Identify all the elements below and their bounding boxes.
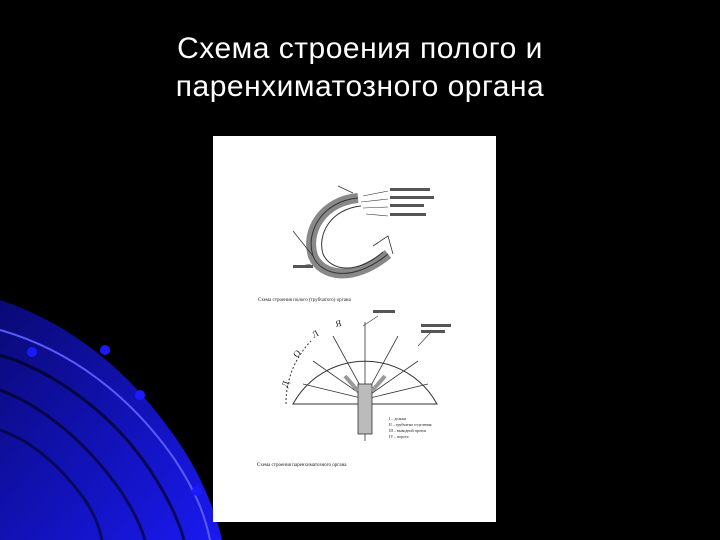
parenchymatous-organ-caption: Схема строения паренхиматозного органа — [257, 463, 347, 468]
slide-title — [0, 30, 720, 106]
legend — [389, 416, 432, 439]
anatomy-figure — [213, 136, 496, 522]
parenchymatous-organ-labels — [373, 310, 451, 333]
bullet-dot-icon — [135, 390, 145, 400]
arc-letter: Я — [334, 317, 343, 329]
hollow-organ-caption: Схема строения полого (трубчатого) органа — [258, 298, 351, 303]
legend-item: II – трубчатые отделения — [389, 422, 432, 427]
legend-item: III – выводной проток — [389, 428, 427, 433]
arc-letter: Л — [310, 328, 321, 340]
arc-letters — [279, 318, 342, 389]
legend-item: IV – ворота — [389, 434, 409, 439]
slide-title-line-2: паренхиматозного органа — [175, 70, 545, 103]
bullet-dot-icon — [100, 345, 110, 355]
bullet-dot-icon — [27, 347, 37, 357]
arc-letter: Д — [279, 379, 291, 389]
arc-letter: О — [290, 347, 303, 360]
bullet-dot-icon — [192, 486, 202, 496]
legend-item: I – дольки — [389, 416, 407, 421]
hollow-organ-diagram — [293, 186, 393, 273]
slide-title-line-1: Схема строения полого и — [177, 32, 543, 65]
anatomy-diagram — [213, 136, 496, 522]
